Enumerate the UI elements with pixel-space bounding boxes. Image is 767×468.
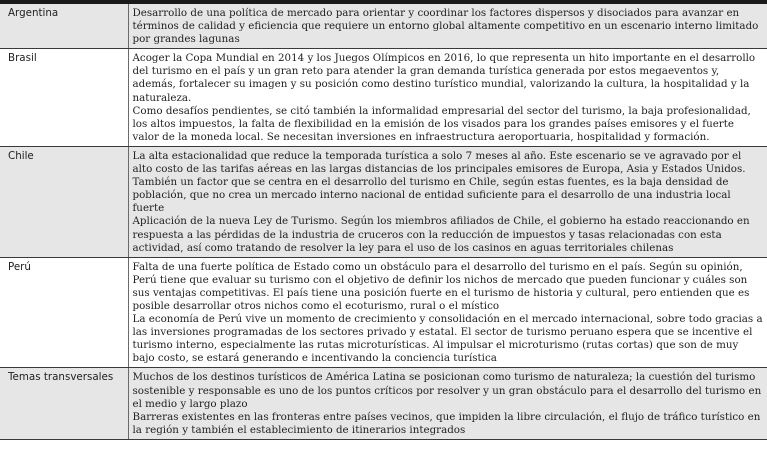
paragraph: Como desafíos pendientes, se citó también la informalidad empresarial del sector del turismo, la baja profesionalidad, los altos impuestos, la falta de flexibilidad en la emisión de los visados para los grandes países emisores y el fuerte valor de la moneda local. Se necesitan inversiones en infraestructura aeroportuaria, hospitalidad y formación. [132,104,751,143]
paragraph: Falta de una fuerte política de Estado como un obstáculo para el desarrollo del turismo en el país. Según su opinión, Perú tiene que evaluar su turismo con el objetivo de definir los nichos de mercado que pueden funcionar y cuáles son sus ventajas competitivas. El país tiene una posición fuerte en el turismo de historia y cultural, pero entienden que es posible desarrollar otros nichos como el ecoturismo, rural o el místico [132,260,750,312]
challenges-table [0,4,767,440]
row-text-chile [128,146,767,257]
table-row [0,146,767,257]
row-label-brasil: Brasil [0,49,128,147]
row-text-brasil [128,49,767,147]
row-text-peru [128,257,767,368]
table-row [0,257,767,368]
paragraph: La alta estacionalidad que reduce la temporada turística a solo 7 meses al año. Este escenario se ve agravado por el alto costo de las tarifas aéreas en las largas distancias de los principales emisores de Europa, Asia y Estados Unidos. [132,149,746,176]
table-row [0,4,767,49]
row-text-temas-transversales [128,368,767,439]
paragraph: Barreras existentes en las fronteras entre países vecinos, que impiden la libre circulación, el flujo de tráfico turístico en la región y también el establecimiento de itinerarios integrados [132,410,761,436]
paragraph: Aplicación de la nueva Ley de Turismo. Según los miembros afiliados de Chile, el gobierno ha estado reaccionando en respuesta a las pérdidas de la industria de cruceros con la reducción de impuestos y tasas relacionadas con esta actividad, así como tratando de resolver la ley para el uso de los casinos en aguas territoriales chilenas [132,215,750,254]
paragraph: También un factor que se centra en el desarrollo del turismo en Chile, según estas fuentes, es la baja densidad de población, que no crea un mercado interno nacional de entidad suficiente para el desarrollo de una industria local fuerte [132,176,731,215]
row-text-argentina [128,4,767,49]
table-row [0,49,767,147]
paragraph: Muchos de los destinos turísticos de América Latina se posicionan como turismo de naturaleza; la cuestión del turismo sostenible y responsable es uno de los puntos críticos por resolver y un gran obstáculo para el desarrollo del turismo en el medio y largo plazo [132,371,762,410]
paragraph: Acoger la Copa Mundial en 2014 y los Juegos Olímpicos en 2016, lo que representa un hito importante en el desarrollo del turismo en el país y un gran reto para atender la gran demanda turística generada por estos megaeventos y, además, fortalecer su imagen y su posición como destino turístico mundial, valorizando la cultura, la hospitalidad y la naturaleza. [132,52,756,104]
paragraph: Desarrollo de una política de mercado para orientar y coordinar los factores dispersos y disociados para avanzar en términos de calidad y eficiencia que requiere un entorno global altamente competitivo en un escenario interno limitado por grandes lagunas [132,7,759,46]
table-row [0,368,767,439]
row-label-chile: Chile [0,146,128,257]
row-label-argentina: Argentina [0,4,128,49]
row-label-peru: Perú [0,257,128,368]
paragraph: La economía de Perú vive un momento de crecimiento y consolidación en el mercado internacional, sobre todo gracias a las inversiones programadas de los sectores privado y estatal. El sector de turismo peruano espera que se incentive el turismo interno, especialmente las rutas microturísticas. Al impulsar el microturismo (rutas cortas) que son de muy bajo costo, se estará generando e incentivando la conciencia turística [132,313,763,365]
row-label-temas-transversales: Temas transversales [0,368,128,439]
